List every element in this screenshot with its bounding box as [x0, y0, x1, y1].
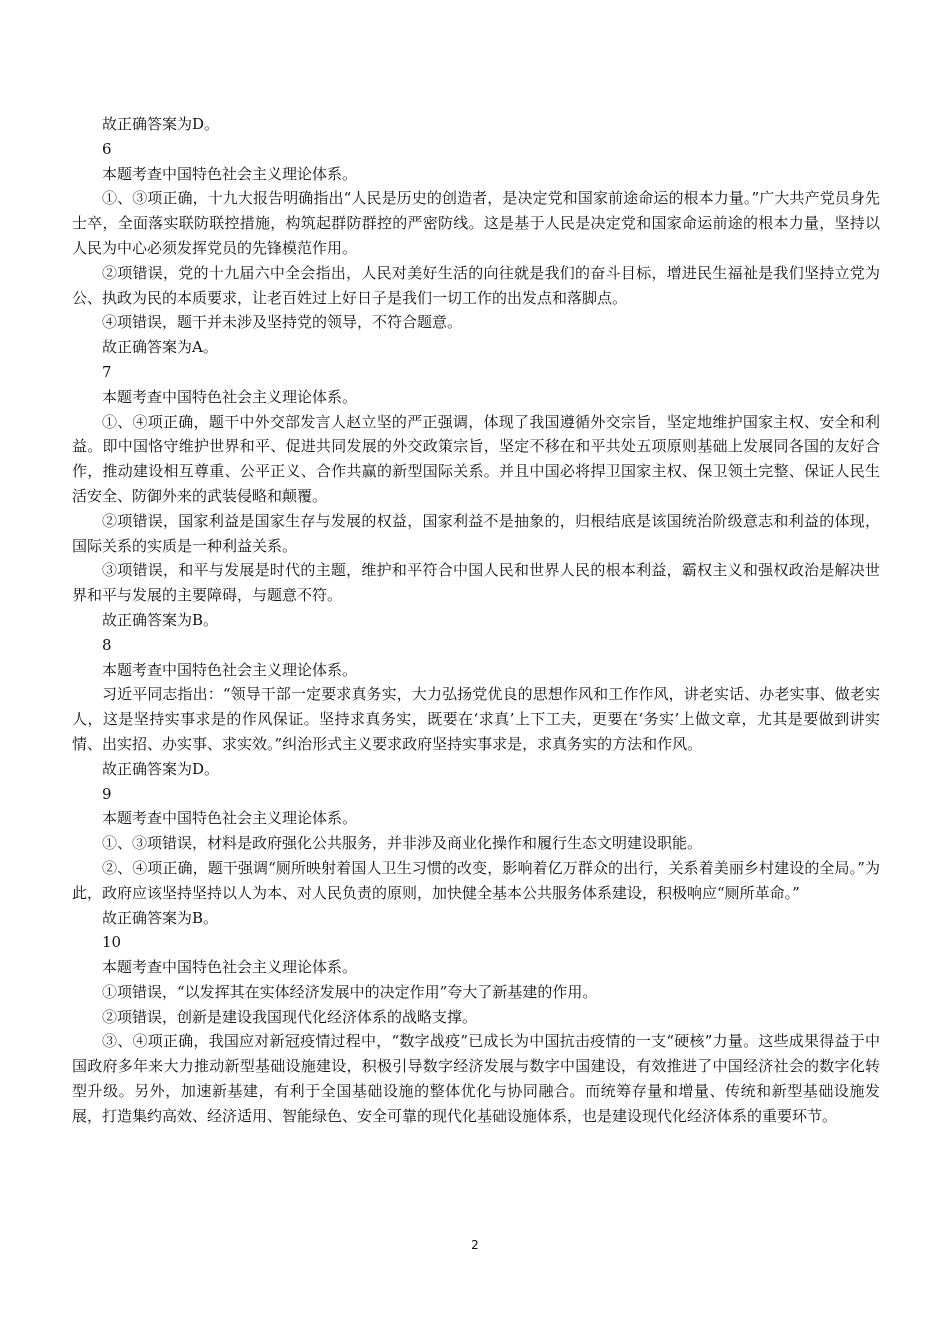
question-number: 10 [102, 933, 122, 952]
paragraph: 本题考查中国特色社会主义理论体系。 [102, 164, 358, 183]
paragraph: ②项错误，国家利益是国家生存与发展的权益，国家利益不是抽象的，归根结底是该国统治阶级意志和利益的体现，国际关系的实质是一种利益关系。 [72, 511, 880, 555]
paragraph: ①项错误，“以发挥其在实体经济发展中的决定作用”夸大了新基建的作用。 [102, 982, 598, 1001]
paragraph: ①、③项正确，十九大报告明确指出“人民是历史的创造者，是决定党和国家前途命运的根本力量。”广大共产党员身先士卒，全面落实联防联控措施，构筑起群防群控的严密防线。这是基于人民是决定党和国家命运前途的根本力量，坚持以人民为中心必须发挥党员的先锋模范作用。 [72, 189, 880, 257]
paragraph: 本题考查中国特色社会主义理论体系。 [102, 809, 358, 828]
paragraph: 本题考查中国特色社会主义理论体系。 [102, 958, 358, 977]
paragraph: 故正确答案为B。 [102, 610, 219, 629]
paragraph: ④项错误，题干并未涉及坚持党的领导，不符合题意。 [102, 313, 463, 332]
paragraph: 故正确答案为D。 [102, 115, 220, 133]
question-number: 6 [102, 139, 112, 158]
paragraph: 习近平同志指出：“领导干部一定要求真务实，大力弘扬党优良的思想作风和工作作风，讲老实话、办老实事、做老实人，这是坚持实事求是的作风保证。坚持求真务实，既要在‘求真’上下工夫，更要在‘务实’上做文章，尤其是要做到讲实情、出实招、办实事、求实效。”纠治形式主义要求政府坚持实事求是，求真务实的方法和作风。 [72, 685, 880, 753]
paragraph: 故正确答案为D。 [102, 759, 220, 778]
question-number: 7 [102, 362, 112, 381]
paragraph: ③项错误，和平与发展是时代的主题，维护和平符合中国人民和世界人民的根本利益，霸权主义和强权政治是解决世界和平与发展的主要障碍，与题意不符。 [72, 561, 880, 605]
page-number: 2 [471, 1238, 479, 1252]
paragraph: 本题考查中国特色社会主义理论体系。 [102, 660, 358, 679]
paragraph: ②项错误，创新是建设我国现代化经济体系的战略支撑。 [102, 1007, 478, 1026]
question-number: 9 [102, 784, 112, 803]
paragraph: ②项错误，党的十九届六中全会指出，人民对美好生活的向往就是我们的奋斗目标，增进民生福祉是我们坚持立党为公、执政为民的本质要求，让老百姓过上好日子是我们一切工作的出发点和落脚点。 [72, 263, 880, 307]
paragraph: 本题考查中国特色社会主义理论体系。 [102, 387, 358, 406]
answer-explanation-text [72, 112, 880, 1129]
question-number: 8 [102, 635, 112, 654]
paragraph: ③、④项正确，我国应对新冠疫情过程中，“数字战疫”已成长为中国抗击疫情的一支“硬核”力量。这些成果得益于中国政府多年来大力推动新型基础设施建设，积极引导数字经济发展与数字中国建设，有效推进了中国经济社会的数字化转型升级。另外，加速新基建，有利于全国基础设施的整体优化与协同融合。而统筹存量和增量、传统和新型基础设施发展，打造集约高效、经济适用、智能绿色、安全可靠的现代化基础设施体系，也是建设现代化经济体系的重要环节。 [72, 1032, 880, 1125]
paragraph: 故正确答案为A。 [102, 338, 218, 357]
paragraph: 故正确答案为B。 [102, 908, 219, 927]
paragraph: ①、③项错误，材料是政府强化公共服务，并非涉及商业化操作和履行生态文明建设职能。 [102, 834, 703, 853]
paragraph: ①、④项正确，题干中外交部发言人赵立坚的严正强调，体现了我国遵循外交宗旨，坚定地维护国家主权、安全和利益。即中国恪守维护世界和平、促进共同发展的外交政策宗旨，坚定不移在和平共处五项原则基础上发展同各国的友好合作，推动建设相互尊重、公平正义、合作共赢的新型国际关系。并且中国必将捍卫国家主权、保卫领土完整、保证人民生活安全、防御外来的武装侵略和颠覆。 [72, 412, 880, 505]
paragraph: ②、④项正确，题干强调“厕所映射着国人卫生习惯的改变，影响着亿万群众的出行，关系着美丽乡村建设的全局。”为此，政府应该坚持坚持以人为本、对人民负责的原则，加快健全基本公共服务体系建设，积极响应“厕所革命。” [72, 858, 880, 902]
